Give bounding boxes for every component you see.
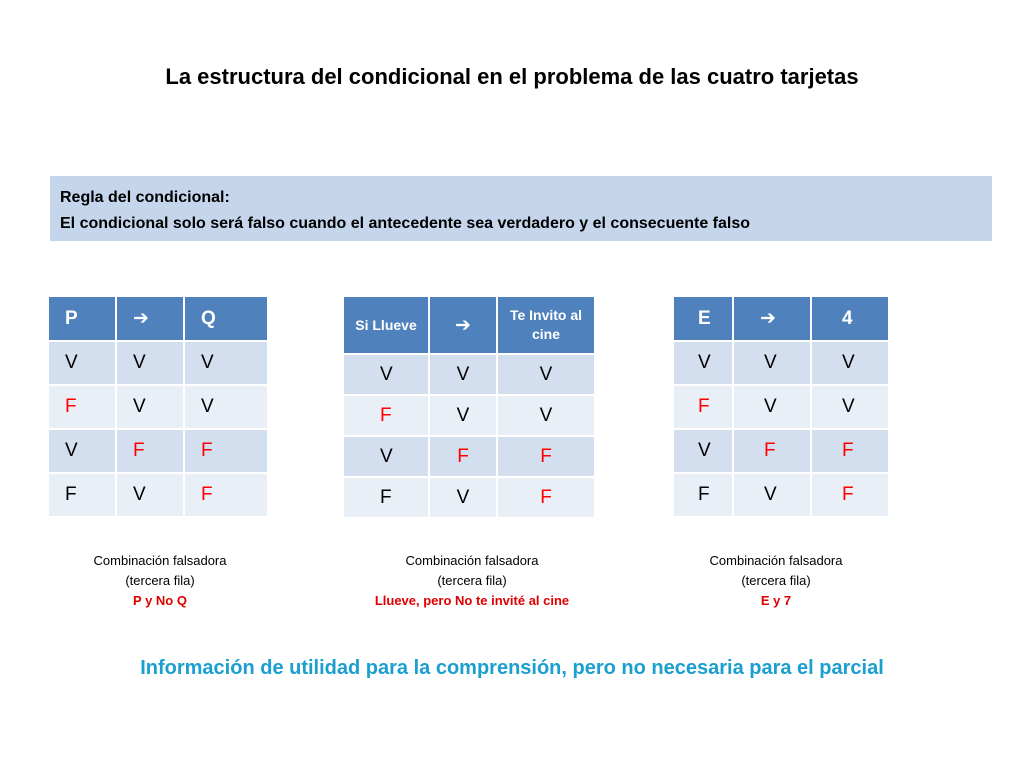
table-row	[49, 386, 267, 428]
cell: F	[674, 386, 732, 428]
cell: V	[498, 355, 594, 394]
cell: F	[430, 437, 496, 476]
cell: F	[498, 437, 594, 476]
cell: V	[734, 386, 810, 428]
rule-box	[50, 176, 992, 241]
arrow-icon: ➔	[734, 297, 810, 340]
cell: F	[734, 430, 810, 472]
rule-heading: Regla del condicional:	[60, 189, 230, 206]
cell: F	[117, 430, 183, 472]
cell: F	[185, 474, 267, 516]
cell: F	[344, 478, 428, 517]
rule-text: El condicional solo será falso cuando el antecedente sea verdadero y el consecuente falso	[60, 215, 751, 232]
cell: V	[734, 474, 810, 516]
table-row	[674, 386, 888, 428]
cell: V	[185, 386, 267, 428]
cell: V	[49, 342, 115, 384]
cell: V	[674, 342, 732, 384]
note-pq	[60, 551, 260, 611]
cell: V	[49, 430, 115, 472]
cell: V	[430, 396, 496, 435]
cell: V	[344, 437, 428, 476]
cell: V	[812, 386, 888, 428]
cell: V	[185, 342, 267, 384]
cell: F	[674, 474, 732, 516]
note-llueve	[342, 551, 602, 611]
note-line: (tercera fila)	[125, 573, 195, 588]
table-row	[674, 342, 888, 384]
note-line: Combinación falsadora	[93, 553, 227, 568]
note-line: Combinación falsadora	[709, 553, 843, 568]
truth-table-pq	[47, 295, 269, 518]
cell: F	[812, 474, 888, 516]
cell: V	[674, 430, 732, 472]
truth-table-e4	[672, 295, 890, 518]
table-row	[674, 474, 888, 516]
header-q: Q	[185, 297, 267, 340]
cell: V	[430, 478, 496, 517]
slide-title: La estructura del condicional en el problema de las cuatro tarjetas	[165, 64, 859, 89]
cell: F	[344, 396, 428, 435]
header-p: P	[49, 297, 115, 340]
note-highlight: P y No Q	[133, 593, 187, 608]
footer-info: Información de utilidad para la comprensión, pero no necesaria para el parcial	[140, 657, 884, 679]
table-row	[344, 437, 594, 476]
cell: V	[734, 342, 810, 384]
arrow-icon: ➔	[117, 297, 183, 340]
header-e: E	[674, 297, 732, 340]
table-row	[344, 396, 594, 435]
note-e4	[676, 551, 876, 611]
note-highlight: E y 7	[760, 593, 792, 608]
cell: F	[49, 386, 115, 428]
cell: V	[117, 474, 183, 516]
cell: F	[498, 478, 594, 517]
cell: F	[185, 430, 267, 472]
header-si-llueve: Si Llueve	[344, 297, 428, 353]
table-row	[49, 474, 267, 516]
note-line: (tercera fila)	[437, 573, 507, 588]
table-row	[344, 478, 594, 517]
note-line: (tercera fila)	[741, 573, 811, 588]
table-row	[49, 342, 267, 384]
cell: F	[812, 430, 888, 472]
header-4: 4	[812, 297, 888, 340]
table-row	[674, 430, 888, 472]
cell: V	[498, 396, 594, 435]
note-line: Combinación falsadora	[405, 553, 539, 568]
cell: V	[344, 355, 428, 394]
cell: V	[812, 342, 888, 384]
header-te-invito: Te Invito al cine	[498, 297, 594, 353]
cell: V	[117, 342, 183, 384]
cell: F	[49, 474, 115, 516]
arrow-icon: ➔	[430, 297, 496, 353]
truth-table-llueve	[342, 295, 596, 519]
cell: V	[117, 386, 183, 428]
table-row	[344, 355, 594, 394]
cell: V	[430, 355, 496, 394]
table-row	[49, 430, 267, 472]
note-highlight: Llueve, pero No te invité al cine	[374, 593, 570, 608]
